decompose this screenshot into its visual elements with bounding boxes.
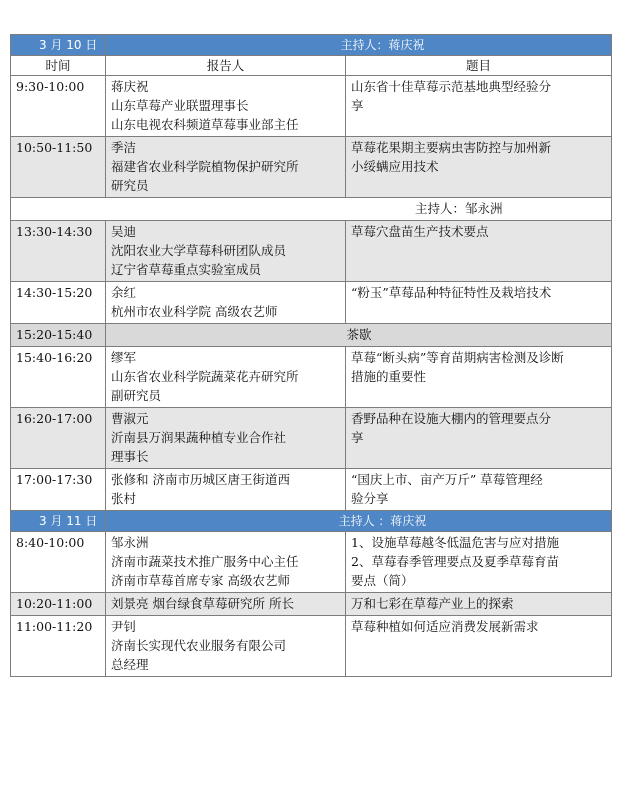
row-speaker — [106, 408, 346, 469]
row-speaker — [106, 221, 346, 282]
row-speaker — [106, 469, 346, 511]
row-speaker-line: 济南市草莓首席专家 高级农艺师 — [111, 573, 290, 588]
row-speaker-line: 余红 — [111, 285, 137, 300]
row-topic-line: 山东省十佳草莓示范基地典型经验分 — [351, 79, 552, 94]
row-speaker-line: 季洁 — [111, 140, 137, 155]
row-speaker — [106, 137, 346, 198]
row-topic — [346, 76, 612, 137]
row-time: 11:00-11:20 — [11, 616, 106, 677]
day-date-cell — [11, 511, 106, 532]
break-row — [11, 324, 612, 347]
row-speaker-line: 缪军 — [111, 350, 137, 365]
row-topic-line: 草莓“断头病”等育苗期病害检测及诊断 — [351, 350, 564, 365]
row-topic — [346, 221, 612, 282]
row-topic — [346, 593, 612, 616]
row-speaker-line: 沂南县万润果蔬种植专业合作社 — [111, 430, 287, 445]
row-topic — [346, 532, 612, 593]
row-speaker-line: 理事长 — [111, 449, 149, 464]
row-speaker — [106, 347, 346, 408]
row-time: 16:20-17:00 — [11, 408, 106, 469]
row-time: 13:30-14:30 — [11, 221, 106, 282]
day-host: 主持人：蒋庆祝 — [340, 37, 425, 52]
day-header-row — [11, 35, 612, 56]
row-time: 9:30-10:00 — [11, 76, 106, 137]
row-topic — [346, 408, 612, 469]
row-speaker-line: 尹钊 — [111, 619, 137, 634]
row-speaker — [106, 76, 346, 137]
row-topic-line: 2、草莓春季管理要点及夏季草莓育苗 — [351, 554, 559, 569]
row-speaker-line: 辽宁省草莓重点实验室成员 — [111, 262, 262, 277]
row-speaker-line: 曹淑元 — [111, 411, 149, 426]
schedule-row — [11, 221, 612, 282]
row-topic-line: “国庆上市、亩产万斤” 草莓管理经 — [351, 472, 543, 487]
row-speaker-line: 总经理 — [111, 657, 149, 672]
session-host-row — [11, 198, 612, 221]
schedule-row — [11, 347, 612, 408]
row-time: 10:20-11:00 — [11, 593, 106, 616]
row-speaker-line: 副研究员 — [111, 388, 162, 403]
row-speaker-line: 刘景亮 烟台绿食草莓研究所 所长 — [111, 596, 294, 611]
row-time: 14:30-15:20 — [11, 282, 106, 324]
header-speaker: 报告人 — [106, 56, 346, 76]
row-topic-line: 草莓穴盘苗生产技术要点 — [351, 224, 489, 239]
row-speaker-line: 山东草莓产业联盟理事长 — [111, 98, 249, 113]
row-speaker-line: 邹永洲 — [111, 535, 149, 550]
row-speaker — [106, 616, 346, 677]
schedule-table — [10, 34, 612, 677]
row-speaker — [106, 593, 346, 616]
row-topic — [346, 616, 612, 677]
day-date: 3 月 10 日 — [39, 38, 98, 52]
row-speaker-line: 山东省农业科学院蔬菜花卉研究所 — [111, 369, 299, 384]
row-speaker-line: 济南市蔬菜技术推广服务中心主任 — [111, 554, 299, 569]
row-topic-line: 享 — [351, 430, 364, 445]
schedule-row — [11, 408, 612, 469]
schedule-row — [11, 532, 612, 593]
schedule-body — [11, 35, 612, 677]
row-topic-line: 草莓种植如何适应消费发展新需求 — [351, 619, 539, 634]
row-topic-line: 1、设施草莓越冬低温危害与应对措施 — [351, 535, 559, 550]
session-host: 主持人：邹永洲 — [11, 198, 612, 221]
row-topic — [346, 282, 612, 324]
day-header-row — [11, 511, 612, 532]
row-topic-line: 香野品种在设施大棚内的管理要点分 — [351, 411, 552, 426]
row-speaker-line: 杭州市农业科学院 高级农艺师 — [111, 304, 278, 319]
row-topic — [346, 469, 612, 511]
row-topic-line: 要点（简） — [351, 573, 414, 588]
schedule-row — [11, 593, 612, 616]
row-topic-line: 验分享 — [351, 491, 389, 506]
day-host-cell — [106, 35, 612, 56]
schedule-row — [11, 137, 612, 198]
row-topic — [346, 347, 612, 408]
break-time: 15:20-15:40 — [11, 324, 106, 347]
row-speaker-line: 福建省农业科学院植物保护研究所 — [111, 159, 299, 174]
row-topic-line: 草莓花果期主要病虫害防控与加州新 — [351, 140, 552, 155]
row-speaker-line: 蒋庆祝 — [111, 79, 149, 94]
day-host-cell — [106, 511, 612, 532]
row-topic-line: 措施的重要性 — [351, 369, 427, 384]
day-date: 3 月 11 日 — [39, 514, 98, 528]
row-speaker — [106, 532, 346, 593]
row-topic-line: 万和七彩在草莓产业上的探索 — [351, 596, 514, 611]
row-speaker-line: 张修和 济南市历城区唐王街道西 — [111, 472, 290, 487]
column-header-row — [11, 56, 612, 76]
day-host: 主持人 ：蒋庆祝 — [338, 513, 427, 528]
schedule-row — [11, 76, 612, 137]
row-speaker-line: 吴迪 — [111, 224, 137, 239]
header-topic: 题目 — [346, 56, 612, 76]
row-topic-line: “粉玉”草莓品种特征特性及栽培技术 — [351, 285, 552, 300]
row-topic-line: 享 — [351, 98, 364, 113]
row-speaker-line: 张村 — [111, 491, 137, 506]
row-topic — [346, 137, 612, 198]
schedule-row — [11, 282, 612, 324]
row-speaker-line: 山东电视农科频道草莓事业部主任 — [111, 117, 299, 132]
schedule-row — [11, 616, 612, 677]
row-speaker-line: 济南长实现代农业服务有限公司 — [111, 638, 287, 653]
day-date-cell — [11, 35, 106, 56]
row-speaker-line: 沈阳农业大学草莓科研团队成员 — [111, 243, 287, 258]
schedule-row — [11, 469, 612, 511]
row-topic-line: 小绥螨应用技术 — [351, 159, 439, 174]
row-time: 8:40-10:00 — [11, 532, 106, 593]
row-time: 17:00-17:30 — [11, 469, 106, 511]
row-speaker — [106, 282, 346, 324]
row-time: 15:40-16:20 — [11, 347, 106, 408]
break-label: 茶歇 — [106, 324, 612, 347]
header-time: 时间 — [11, 56, 106, 76]
row-speaker-line: 研究员 — [111, 178, 149, 193]
row-time: 10:50-11:50 — [11, 137, 106, 198]
